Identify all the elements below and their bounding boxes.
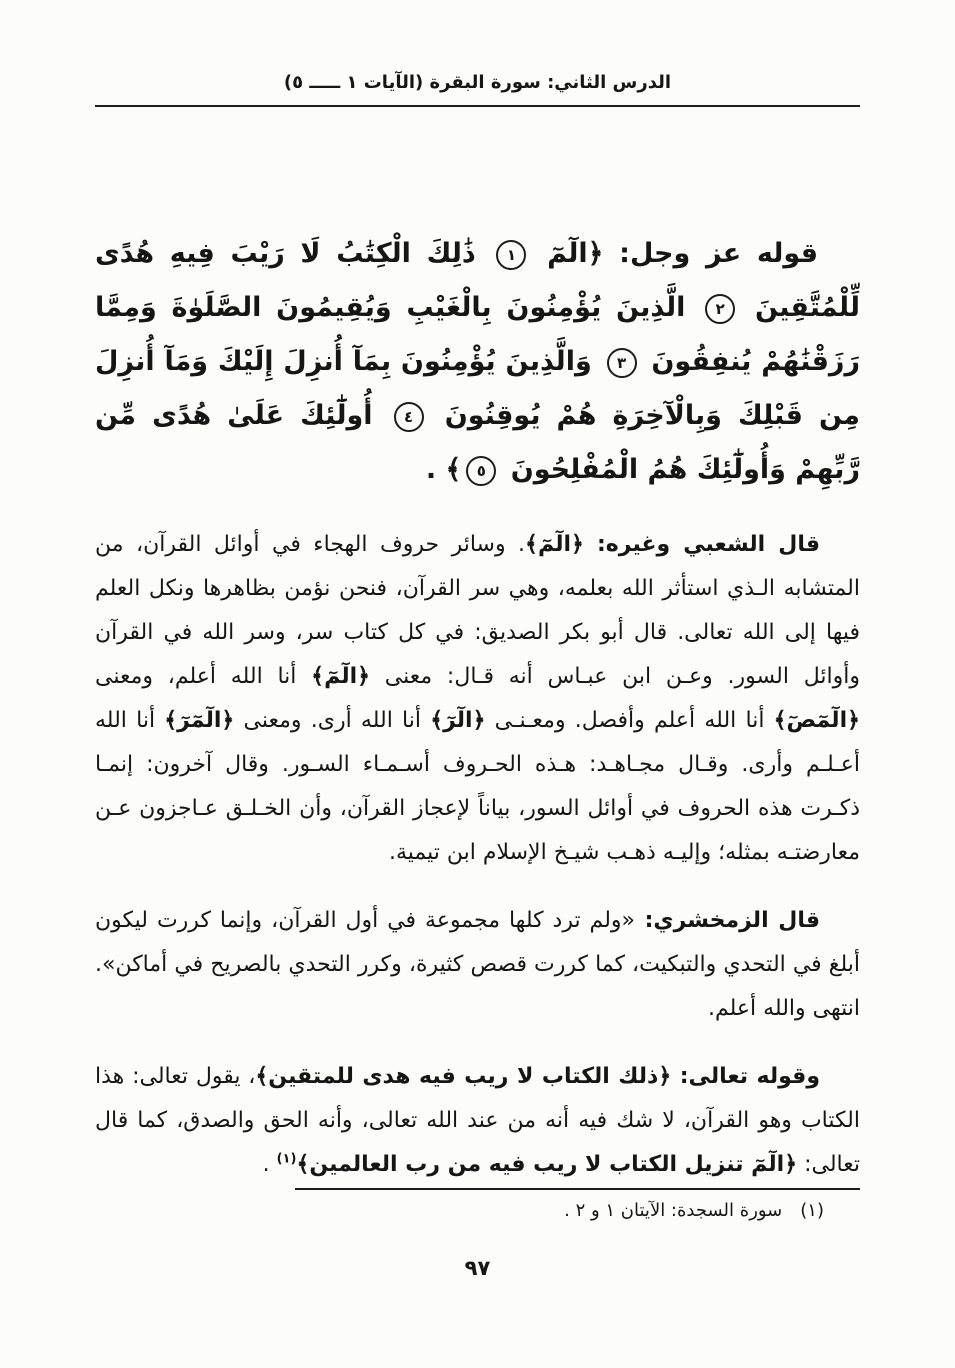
- paragraph: [95, 523, 860, 875]
- bold-text-run: ﴿ذلك الكتاب لا ريب فيه هدى للمتقين﴾: [255, 1064, 672, 1089]
- text-run: أنا الله أعلم، ومعنى: [95, 664, 312, 689]
- paragraph: [95, 899, 860, 1031]
- text-run: . وسائر حروف الهجاء في أوائل القرآن، من المتشابه الـذي استأثر الله بعلمه، وهي سر القرآن، فنحن نؤمن بظاهرها ونكل العلم فيها إلى الله تعالى. قال أبو بكر الصديق: في كل كتاب سر، وسر الله في القرآن وأوائل السور. وعـن ابن عبـاس أنه قـال: معنى: [95, 532, 860, 689]
- bold-text-run: ﴿الٓرٓ﴾: [430, 708, 486, 733]
- quran-text-segment: قوله عز وجل: ﴿الٓمٓ: [531, 238, 818, 269]
- bold-text-run: ﴿الٓمٓرٓ﴾: [164, 708, 235, 733]
- bold-text-run: وقوله تعالى:: [671, 1064, 820, 1089]
- footnote-divider: [295, 1188, 860, 1190]
- ayah-number-marker: ٢: [705, 294, 735, 324]
- footnote-area: [95, 1188, 860, 1221]
- bold-text-run: قال الزمخشري:: [634, 908, 820, 933]
- quran-text-segment: الَّذِينَ يُؤْمِنُونَ بِالْغَيْبِ وَيُقِيمُونَ الصَّلَوٰةَ وَمِمَّا رَزَقْنَٰهُمْ يُنفِقُونَ: [95, 292, 860, 377]
- text-run: أنا الله أعـلـم وأرى. وقـال مجـاهـد: هـذه الحـروف أسـمـاء السـور. وقال آخرون: إنمـا ذكـرت هذه الحروف في أوائل السور، بياناً لإعجاز القرآن، وأن الخـلـق عـاجزون عـن معارضتـه بمثله؛ وإليـه ذهـب شيـخ الإسلام ابن تيمية.: [95, 708, 860, 865]
- ayah-number-marker: ٣: [607, 348, 637, 378]
- text-run: «ولم ترد كلها مجموعة في أول القرآن، وإنما كررت ليكون أبلغ في التحدي والتبكيت، كما كررت قصص كثيرة، وكرر التحدي بالصريح في أماكن». انتهى والله أعلم.: [95, 908, 860, 1021]
- lesson-header-title: الدرس الثاني: سورة البقرة (الآيات ١ ـــــ ٥): [283, 72, 672, 93]
- quran-text-segment: ذَٰلِكَ الْكِتَٰبُ لَا رَيْبَ فِيهِ هُدًى لِّلْمُتَّقِينَ: [95, 238, 860, 323]
- body-paragraphs: [95, 523, 860, 1187]
- text-run: ، يقول تعالى: هذا الكتاب وهو القرآن، لا شك فيه أنه من عند الله تعالى، وأنه الحق والصدق، كما قال تعالى:: [95, 1064, 860, 1177]
- ayah-number-marker: ٥: [466, 456, 496, 486]
- paragraph: [95, 1055, 860, 1187]
- footnote-text: سورة السجدة: الآيتان ١ و ٢ .: [564, 1200, 783, 1221]
- bold-text-run: ﴿الٓمٓ تنزيل الكتاب لا ريب فيه من رب العالمين﴾: [296, 1152, 798, 1177]
- ayah-number-marker: ١: [496, 240, 526, 270]
- quran-text-segment: وَالَّذِينَ يُؤْمِنُونَ بِمَآ أُنزِلَ إِلَيْكَ وَمَآ أُنزِلَ مِن قَبْلِكَ وَبِالْآخِرَةِ هُمْ يُوقِنُونَ: [95, 346, 860, 431]
- footnote-marker: (١): [800, 1200, 824, 1221]
- header-divider: [95, 105, 860, 107]
- quran-verse-block: [95, 227, 860, 497]
- text-run: .: [262, 1152, 277, 1177]
- quran-text-segment: ﴾ .: [425, 454, 462, 485]
- bold-text-run: ﴿الٓمٓ﴾: [525, 532, 584, 557]
- quran-text-segment: أُولَٰٓئِكَ عَلَىٰ هُدًى مِّن رَّبِّهِمْ وَأُولَٰٓئِكَ هُمُ الْمُفْلِحُونَ: [95, 400, 860, 485]
- text-run: أنا الله أعلم وأفصل. ومعـنـى: [485, 708, 774, 733]
- footnote: [95, 1200, 860, 1221]
- text-run: أنا الله أرى. ومعنى: [234, 708, 431, 733]
- ayah-number-marker: ٤: [394, 402, 424, 432]
- bold-text-run: ﴿الٓمٓ﴾: [311, 664, 371, 689]
- bold-text-run: قال الشعبي وغيره:: [583, 532, 821, 557]
- page-number: ٩٧: [464, 1256, 491, 1280]
- bold-text-run: ﴿الٓمٓصٓ﴾: [773, 708, 861, 733]
- footnote-reference: (١): [276, 1151, 297, 1167]
